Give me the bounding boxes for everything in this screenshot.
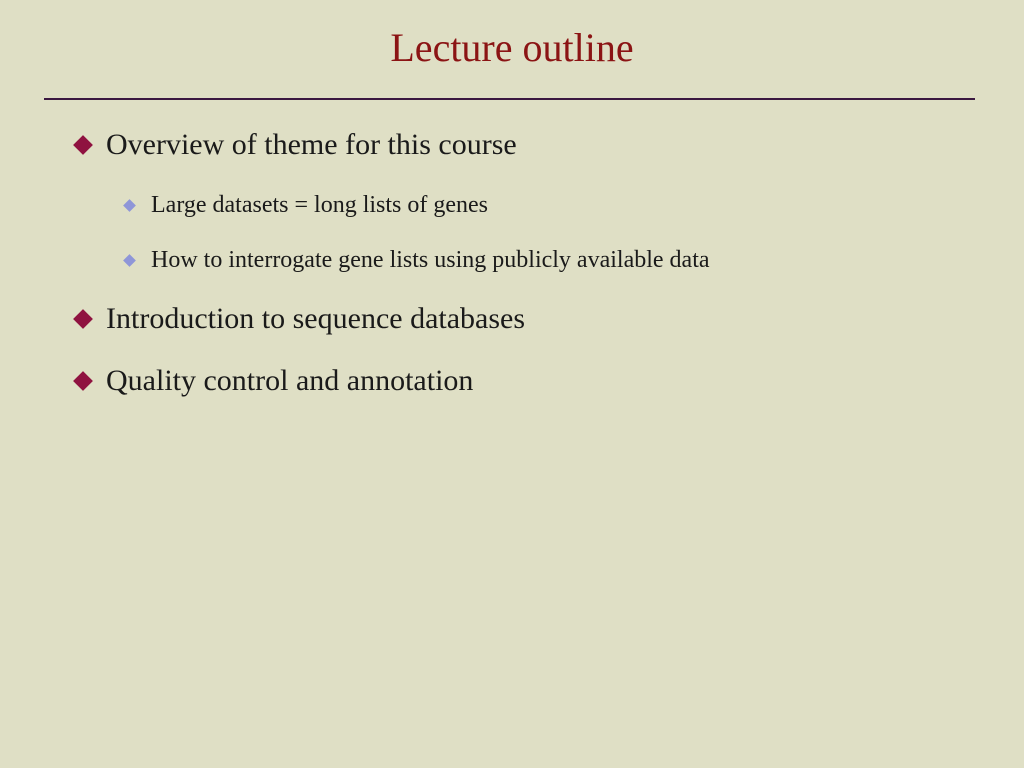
- sub-bullet-item: [122, 187, 488, 223]
- diamond-bullet-icon: [73, 135, 93, 155]
- slide-title: Lecture outline: [390, 25, 634, 70]
- bullet-item: [72, 301, 525, 337]
- diamond-bullet-icon: [73, 371, 93, 391]
- bullet-item: [72, 363, 473, 399]
- sub-bullet-text: How to interrogate gene lists using publicly available data: [151, 247, 710, 273]
- bullet-text: Introduction to sequence databases: [106, 302, 526, 335]
- bullet-text: Overview of theme for this course: [106, 128, 517, 161]
- sub-bullet-text: Large datasets = long lists of genes: [151, 192, 489, 218]
- diamond-bullet-icon: [73, 309, 93, 329]
- bullet-text: Quality control and annotation: [106, 364, 474, 397]
- diamond-bullet-icon: [123, 199, 136, 212]
- sub-bullet-item: [122, 242, 710, 278]
- bullet-item: [72, 127, 517, 163]
- title-divider: [44, 98, 975, 100]
- diamond-bullet-icon: [123, 254, 136, 267]
